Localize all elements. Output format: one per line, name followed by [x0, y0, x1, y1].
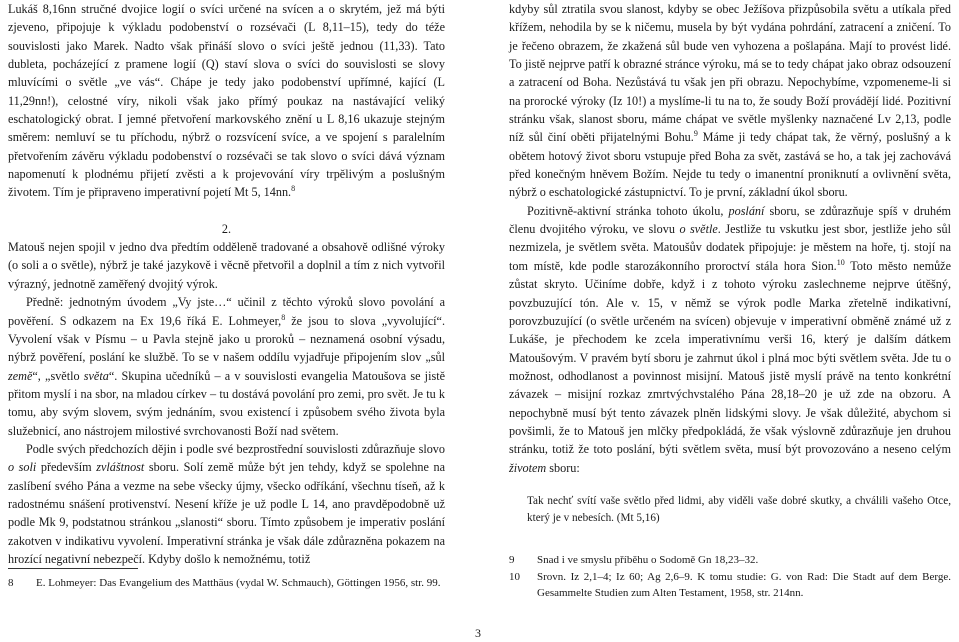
- paragraph: [509, 0, 951, 202]
- footnote-number: 8: [8, 577, 14, 589]
- paragraph: [8, 293, 445, 440]
- paragraph-text: Máme ji tedy chápat tak, že věrný, poslušný a k obětem hotový život sboru vstupuje před Boha za svět, zastává se ho, a tak jej zachovává před konečným hněvem Božím. Nejde tu tedy o imanentní proniknutí a ovlivnění světa, nýbrž o eschatologické zástupnictví. To je první, základní úkol sboru.: [509, 130, 951, 200]
- block-quote: Tak nechť svítí vaše světlo před lidmi, aby viděli vaše dobré skutky, a chválili vašeho Otce, který je v nebesích. (Mt 5,16): [527, 494, 951, 524]
- left-footnotes: [8, 568, 445, 592]
- footnote-text: Snad i ve smyslu příběhu o Sodomě Gn 18,23–32.: [537, 554, 759, 566]
- footnote: [509, 569, 951, 602]
- emphasis: o světle: [679, 222, 718, 237]
- footnote: [509, 552, 951, 569]
- paragraph-text: především: [36, 460, 97, 475]
- paragraph-text: Předně: jednotným úvodem „Vy jste…“ učinil z těchto výroků slovo povolání a pověření. S odkazem na Ex 19,6 říká E. Lohmeyer,: [8, 295, 445, 328]
- emphasis: světa: [83, 368, 109, 383]
- paragraph-text: kdyby sůl ztratila svou slanost, kdyby se obec Ježíšova přizpůsobila světu a utíkala před křížem, nehodila by se k ničemu, musela by být vydána pohrdání, zatracení a zničení. To je řečeno obrazem, že zkažená sůl bude ven vyhozena a pošlapána. Mají to provést lidé. To jistě nejprve patří k obrazné stránce výroku, má se to tedy chápat jako obraz odsouzení a zatracení od Boha. Nezůstává tu však jen při obrazu. Nepochybíme, vzpomeneme-li si na prorocké výroky (Iz 10!) a myslíme-li tu na to, že soudy Boží provádějí lidé. Pozitivní stránku však, slanost sboru, máme chápat ve světle myšlenky naznačené Lv 2,13, podle níž sůl činí oběti přijatelnými Bohu.: [509, 2, 951, 145]
- footnote-number: 9: [509, 554, 515, 566]
- paragraph-text: Podle svých předchozích dějin i podle své bezprostřední souvislosti zdůrazňuje slovo: [26, 441, 445, 456]
- emphasis: zvláštnost: [96, 460, 145, 475]
- paragraph-text: Pozitivně-aktivní stránka tohoto úkolu,: [527, 203, 729, 218]
- footnote-text: E. Lohmeyer: Das Evangelium des Matthäus (vydal W. Schmauch), Göttingen 1956, str. 99.: [36, 577, 441, 589]
- emphasis: o soli: [8, 460, 37, 475]
- paragraph-text: “, „světlo: [32, 368, 84, 383]
- right-column: [509, 0, 951, 526]
- footnote-number: 10: [509, 570, 520, 583]
- footnote-ref: 8: [291, 184, 296, 194]
- footnote-text: Srovn. Iz 2,1–4; Iz 60; Ag 2,6–9. K tomu studie: G. von Rad: Die Stadt auf dem Berge. Gesammelte Studien zum Alten Testament, 1958, str. 214nn.: [537, 570, 951, 599]
- paragraph: [8, 440, 445, 568]
- paragraph: [8, 0, 445, 202]
- paragraph: Matouš nejen spojil v jedno dva předtím odděleně tradované a obsahově odlišné výroky (o soli a o světle), nýbrž je také jazykově i věcně přetvořil a doplnil a tím z nich vytvořil výrazný, jednotně zaměřený dvojitý výrok.: [8, 240, 445, 291]
- right-footnotes: [509, 552, 951, 602]
- paragraph-text: Lukáš 8,16nn stručné dvojice logií o svíci určené na svícen a o skrytém, jež má býti zjeveno, připojuje k výkladu podobenství o rozsévači (L 8,11–15), tedy do téže souvislosti jako Marek. Nadto však přináší slovo o svíci ještě jednou (11,33). Tato dubleta, pocházející z pramene logií (Q) staví slova o svíci do souvislosti se slovy mluvícími o světle „ve vás“. Chápe je tedy jako podobenství upřímné, kající (L 11,29nn!), celostné víry, nikoli však jako přímý poukaz na nastávající veliký eschatologický obrat. I jemné přetvoření markovského znění u L 8,16 ukazuje stejným směrem: nemluví se tu příchodu, nýbrž o rozsvícení svíce, a ve spojení s paralelním přetvořením závěru výkladu podobenství o rozsévači se tak slovo o svíci dává význam napomenutí k plodnému přijetí zvěsti a k projevování víry trpělivým a poslušným životem. Tím je připraveno imperativní pojetí Mt 5, 14nn.: [8, 2, 445, 200]
- left-column: [8, 0, 445, 568]
- footnote-ref: 10: [836, 257, 845, 267]
- footnote: [8, 575, 445, 592]
- paragraph: [509, 202, 951, 477]
- paragraph-text: Toto město nemůže zůstat skryto. Učiníme dobře, když i z tohoto výroku zaslechneme nejprve útěšný, povzbuzující tón. Ale v. 15, v němž se výrok podle Marka zřetelně indikativní, porovzbuzující (o světle určeném na svícen) objevuje v imperativní obměně známé už z Lukáše, je přechodem ke zcela imperativnímu verši 16, který je dalším dátkem Matoušovým. V pravém bytí sboru je zahrnut úkol i plná moc býti světlem světa. Jde tu o možnost, odhodlanost a povinnost misijní. Matouš jistě myslí právě na tento konkrétní závazek – misijní rozkaz zmrtvýchvstalého Pána 28,18–20 je už zde na obzoru. A nepochybně musí být tento závazek plněn lidskými slovy. Je však důležité, abychom si povšimli, že to Matouš jen mlčky předpokládá, že však výslovně zdůrazňuje jen druhou stránku, totiž že toto poslání, býti světlem světa, musí být provozováno a neseno celým: [509, 258, 951, 457]
- paragraph-text: . Jestliže tu vskutku jest sbor, jestliže jeho sůl nezmizela, je světlem světa. Matoušův dodatek připojuje: je městem na hoře, tj. stojí na tom místě, kde podle starozákonního proroctví stála hora Sion.: [509, 222, 951, 273]
- paragraph-text: sboru:: [546, 460, 580, 475]
- paragraph-text: “. Skupina učedníků – a v souvislosti evangelia Matoušova se jistě přitom myslí i na sbor, na mladou církev – tu dostává povolání pro zemi, pro svět. Je tu k tomu, aby svým slovem, svým jednáním, svou existencí i způsobem svého života byla služebnicí, ano nástrojem milostivé svrchovanosti Boží nad světem.: [8, 368, 445, 438]
- emphasis: země: [8, 368, 33, 383]
- footnote-ref: 9: [693, 129, 698, 139]
- paragraph-text: sboru. Solí země může být jen tehdy, když se spolehne na zaslíbení svého Pána a vezme na sebe všecky újmy, všecko odříkání, všechnu tíseň, až k radostnému snášení protivenství. Nesení kříže je už podle L 14, ano pravděpodobně už podle Mk 9, podstatnou stránkou „slanosti“ sboru. Tímto způsobem je imperativ poslání zakotven v indikativu vyvolení. Imperativní stránka je však dále zdůrazněna pokazem na hrozící negativní nebezpečí. Kdyby došlo k nemožnému, totiž: [8, 460, 445, 566]
- footnote-rule: [8, 568, 138, 569]
- paragraph-text: sboru, se zdůrazňuje spíš v druhém členu dvojitého výroku, ve slovu: [509, 203, 952, 237]
- emphasis: poslání: [728, 203, 765, 218]
- footnote-ref: 8: [281, 312, 286, 322]
- emphasis: životem: [509, 460, 547, 475]
- paragraph-text: že jsou to slova „vyvolující“. Vyvolení však v Písmu – u Pavla stejně jako u proroků – neznamená osobní výsadu, nýbrž pověření, poslání ke službě. To se v našem oddílu vyjadřuje připojením slov „sůl: [8, 313, 445, 365]
- section-number: 2.: [221, 221, 232, 236]
- page-number: 3: [475, 626, 481, 640]
